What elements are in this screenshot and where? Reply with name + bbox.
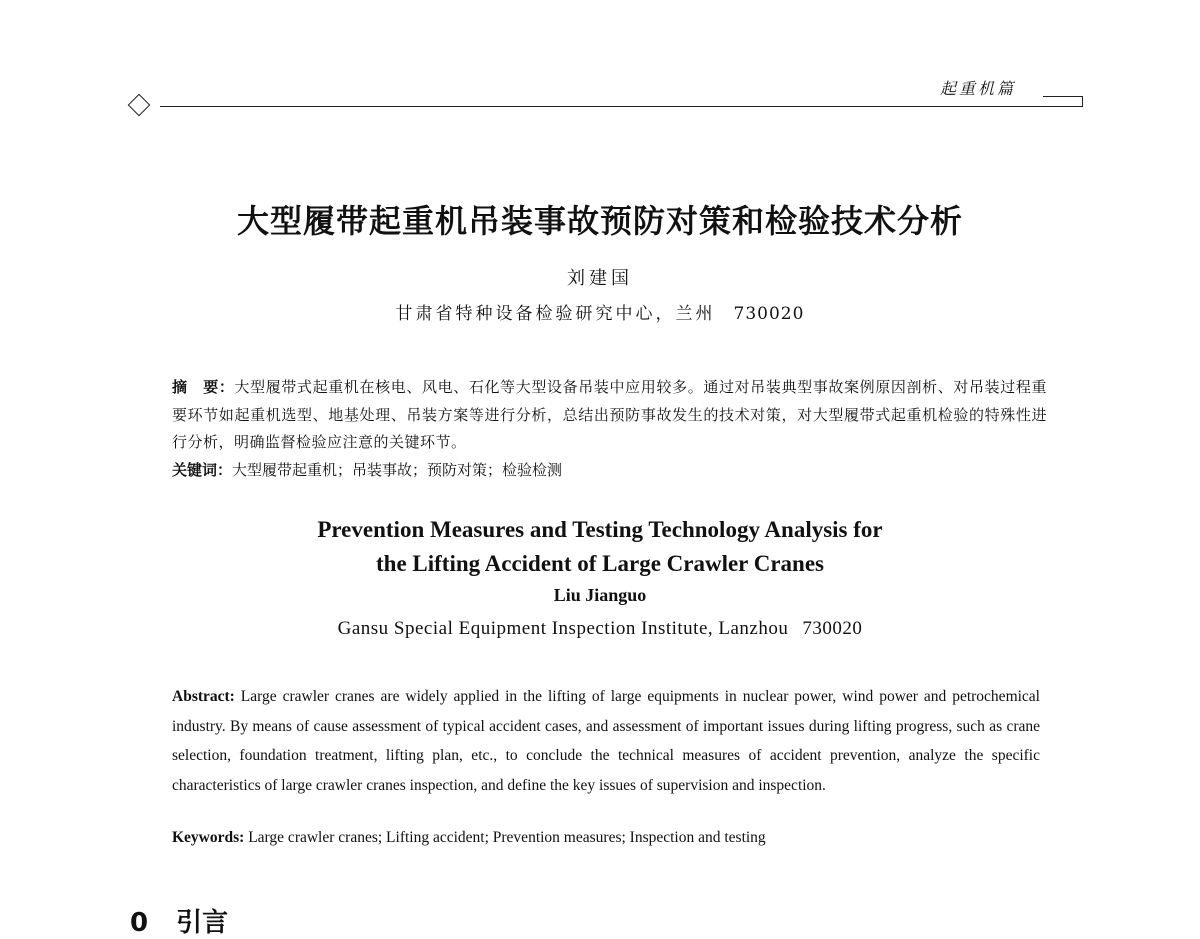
chinese-abstract-text: 大型履带式起重机在核电、风电、石化等大型设备吊装中应用较多。通过对吊装典型事故案例原因剖析、对吊装过程重要环节如起重机选型、地基处理、吊装方案等进行分析，总结出预防事故发生的技术对策，对大型履带式起重机检验的特殊性进行分析，明确监督检验应注意的关键环节。 [172, 378, 1047, 451]
chinese-author: 刘建国 [567, 268, 633, 289]
english-title [0, 513, 1200, 581]
chinese-title: 大型履带起重机吊装事故预防对策和检验技术分析 [236, 202, 963, 240]
english-keywords [172, 825, 1040, 851]
english-title-line-2: the Lifting Accident of Large Crawler Cranes [376, 551, 824, 576]
header-rule [160, 106, 1041, 107]
chinese-keywords [172, 457, 1047, 484]
chinese-abstract-label: 摘 要： [172, 378, 235, 396]
chinese-affiliation [0, 299, 1200, 324]
english-abstract [172, 682, 1040, 800]
chinese-keywords-label: 关键词： [172, 461, 233, 479]
english-affiliation-postcode: 730020 [802, 618, 863, 639]
english-title-line-1: Prevention Measures and Testing Technology Analysis for [317, 517, 883, 542]
chinese-keywords-text: 大型履带起重机；吊装事故；预防对策；检验检测 [232, 461, 563, 479]
header-rule-tab [1043, 96, 1083, 97]
chinese-abstract [172, 374, 1047, 457]
diamond-ornament-icon [128, 94, 151, 117]
english-affiliation [0, 618, 1200, 640]
english-keywords-text: Large crawler cranes; Lifting accident; Prevention measures; Inspection and testing [244, 829, 766, 846]
english-abstract-label: Abstract: [172, 688, 235, 705]
introduction-heading-text: 引言 [176, 908, 229, 938]
chinese-affiliation-postcode: 730020 [733, 304, 805, 324]
english-abstract-text: Large crawler cranes are widely applied in the lifting of large equipments in nuclear power, wind power and petrochemical industry. By means of cause assessment of typical accident cases, and assessment of important issues during lifting progress, such as crane selection, foundation treatment, lifting plan, etc., to conclude the technical measures of accident prevention, analyze the specific characteristics of large crawler cranes inspection, and define the key issues of supervision and inspection. [172, 688, 1040, 794]
english-affiliation-name: Gansu Special Equipment Inspection Institute, Lanzhou [337, 618, 789, 639]
introduction-heading-number: 0 [130, 908, 149, 938]
chinese-affiliation-name: 甘肃省特种设备检验研究中心，兰州 [395, 304, 716, 324]
english-author: Liu Jianguo [553, 585, 647, 605]
english-keywords-label: Keywords: [172, 829, 245, 846]
introduction-heading [130, 902, 228, 939]
header-rule-tab-bottom [1041, 106, 1083, 107]
section-label: 起重机篇 [940, 79, 1017, 98]
